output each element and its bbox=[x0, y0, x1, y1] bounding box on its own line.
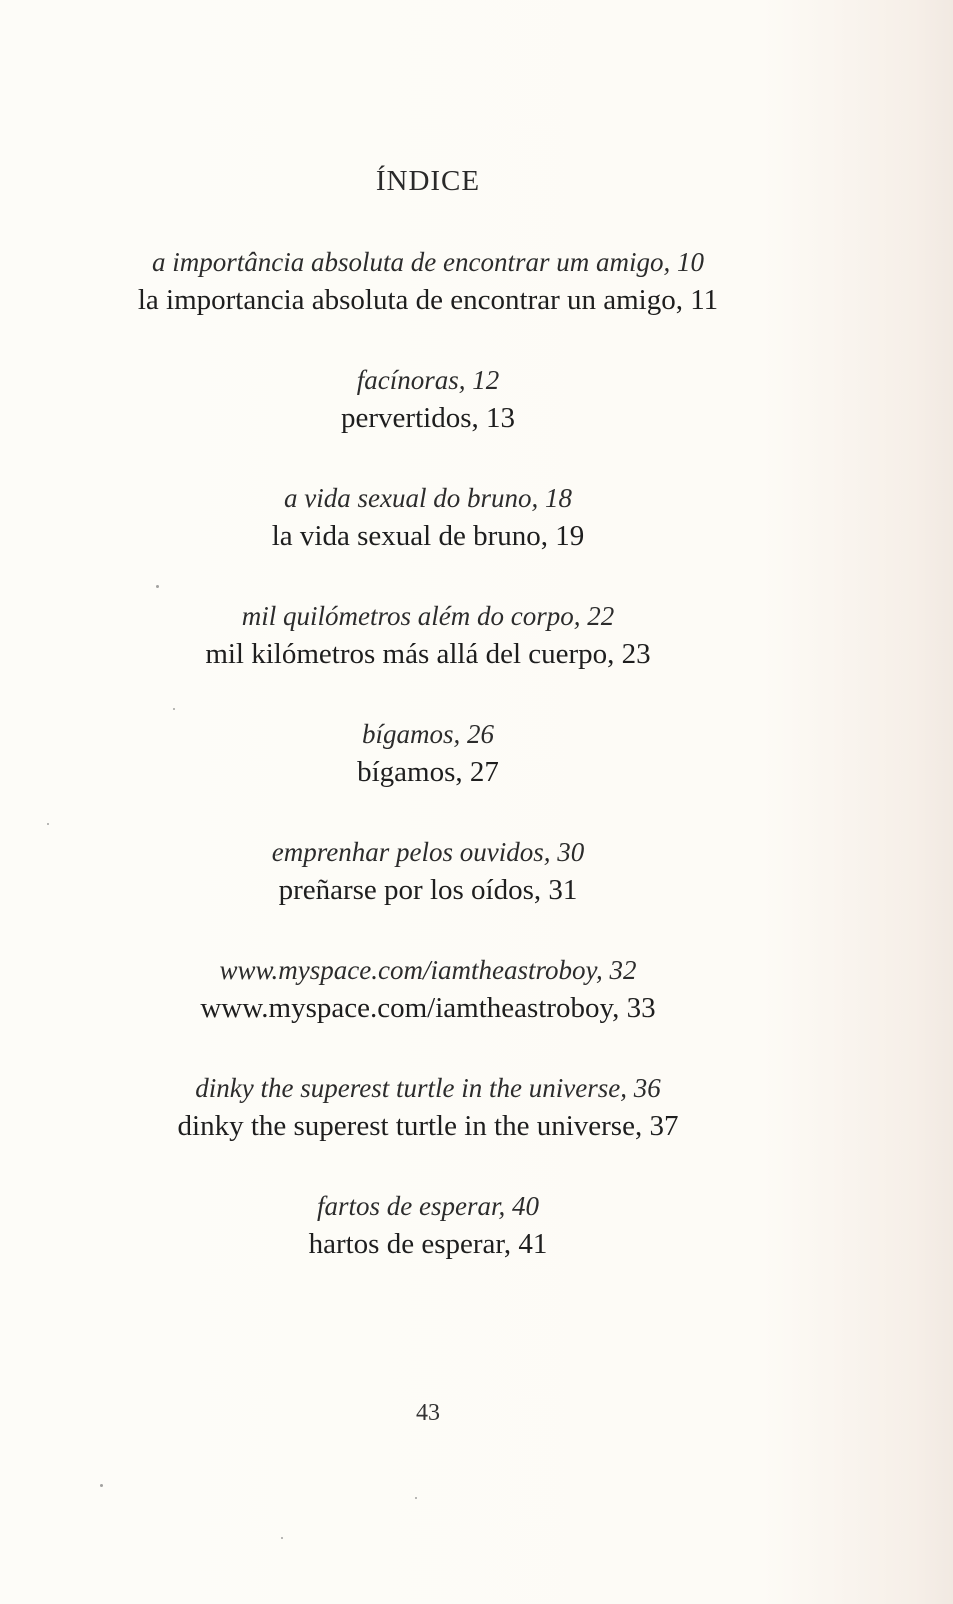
scan-speck bbox=[100, 1484, 103, 1487]
toc-entry-translation: bígamos, 27 bbox=[357, 756, 499, 788]
toc-entry-translation: pervertidos, 13 bbox=[341, 402, 515, 434]
toc-entry-original: mil quilómetros além do corpo, 22 bbox=[241, 601, 615, 631]
toc-entry bbox=[0, 716, 856, 834]
toc-entry bbox=[0, 834, 856, 952]
toc-entry-original: bígamos, 26 bbox=[361, 719, 494, 749]
toc-entry-original: fartos de esperar, 40 bbox=[317, 1191, 539, 1221]
toc-entry bbox=[0, 1070, 856, 1188]
toc-entry bbox=[0, 244, 856, 362]
toc-entry-translation: la vida sexual de bruno, 19 bbox=[271, 520, 585, 552]
toc-entry bbox=[0, 480, 856, 598]
page-number: 43 bbox=[416, 1400, 440, 1426]
scan-speck bbox=[173, 708, 175, 710]
toc-entry-translation: preñarse por los oídos, 31 bbox=[278, 874, 578, 906]
toc-entry-original: dinky the superest turtle in the universe, 36 bbox=[195, 1073, 661, 1103]
scan-speck bbox=[156, 585, 159, 588]
toc-entry-original: www.myspace.com/iamtheastroboy, 32 bbox=[219, 955, 637, 985]
toc-entry-translation: www.myspace.com/iamtheastroboy, 33 bbox=[200, 992, 656, 1024]
scan-speck bbox=[47, 823, 49, 825]
toc-entry bbox=[0, 1188, 856, 1306]
toc-entry-translation: la importancia absoluta de encontrar un amigo, 11 bbox=[137, 284, 719, 316]
toc-entry-translation: dinky the superest turtle in the universe, 37 bbox=[177, 1110, 679, 1142]
toc-entry bbox=[0, 362, 856, 480]
toc-entry-original: emprenhar pelos ouvidos, 30 bbox=[271, 837, 585, 867]
toc-entry-original: a vida sexual do bruno, 18 bbox=[284, 483, 572, 513]
toc-entry bbox=[0, 952, 856, 1070]
toc-entry-original: a importância absoluta de encontrar um amigo, 10 bbox=[152, 247, 704, 277]
scan-speck bbox=[281, 1537, 283, 1539]
toc-entry bbox=[0, 598, 856, 716]
page-title: ÍNDICE bbox=[375, 165, 481, 197]
toc-entry-original: facínoras, 12 bbox=[356, 365, 500, 395]
toc-entry-translation: hartos de esperar, 41 bbox=[308, 1228, 548, 1260]
toc-entry-translation: mil kilómetros más allá del cuerpo, 23 bbox=[205, 638, 651, 670]
scan-speck bbox=[415, 1497, 417, 1499]
table-of-contents bbox=[0, 244, 856, 1306]
